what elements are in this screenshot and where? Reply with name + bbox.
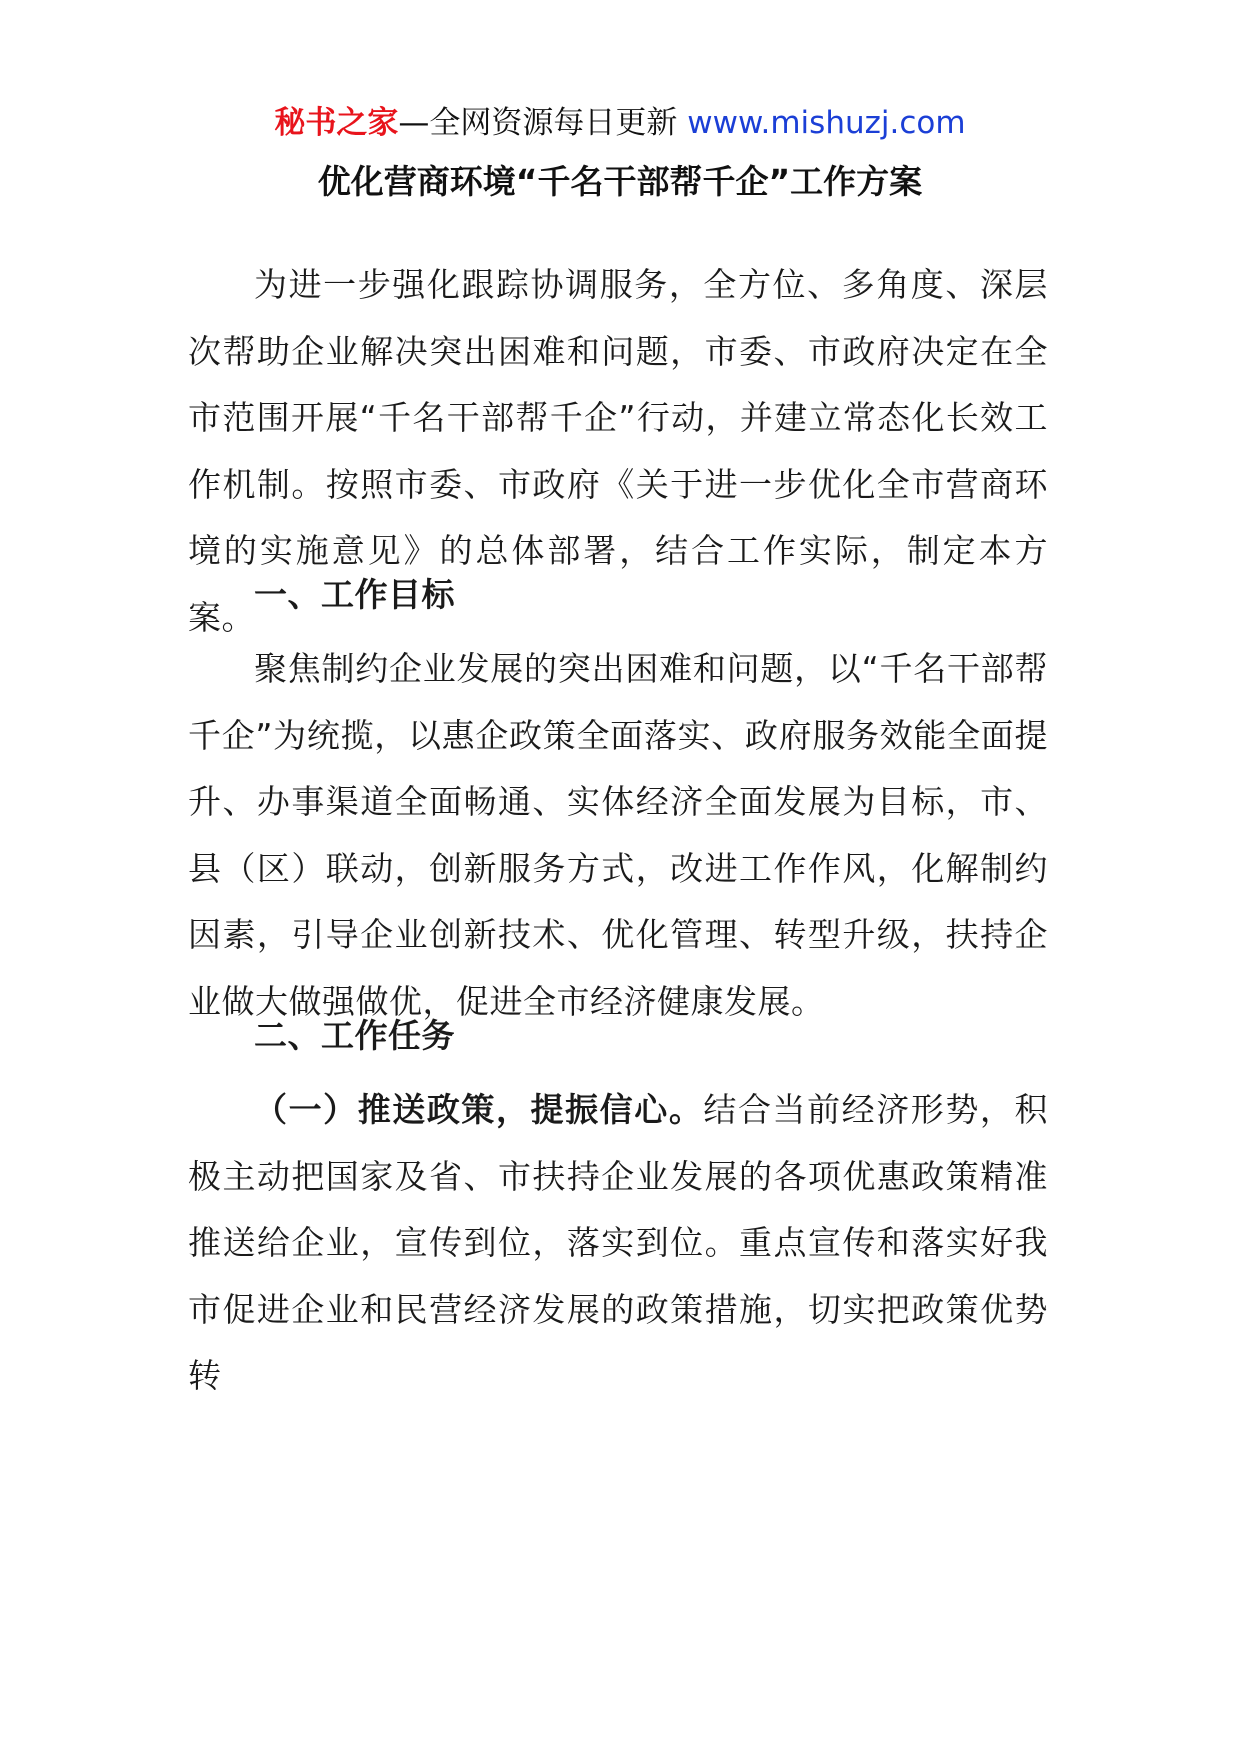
intro-paragraph: 为进一步强化跟踪协调服务，全方位、多角度、深层次帮助企业解决突出困难和问题，市委、市政府决定在全市范围开展“千名干部帮千企”行动，并建立常态化长效工作机制。按照市委、市政府《关于进一步优化全市营商环境的实施意见》的总体部署，结合工作实际，制定本方案。 (188, 265, 1048, 637)
section-1-block (188, 636, 1048, 1035)
site-url-link[interactable]: www.mishuzj.com (687, 105, 966, 141)
section-heading-goals: 一、工作目标 (254, 575, 455, 614)
task-1-paragraph (188, 1077, 1048, 1410)
document-title: 优化营商环境“千名干部帮千企”工作方案 (317, 162, 923, 201)
section-heading-tasks: 二、工作任务 (254, 1016, 455, 1055)
task-1-text: 结合当前经济形势，积极主动把国家及省、市扶持企业发展的各项优惠政策精准推送给企业，宣传到位，落实到位。重点宣传和落实好我市促进企业和民营经济发展的政策措施，切实把政策优势转 (188, 1090, 1049, 1395)
site-header (0, 103, 1240, 143)
section-2-heading-block (188, 1003, 1048, 1070)
site-tagline: —全网资源每日更新 (398, 105, 678, 141)
task-1-lead: （一）推送政策，提振信心。 (254, 1090, 704, 1129)
goals-paragraph: 聚焦制约企业发展的突出困难和问题，以“千名干部帮千企”为统揽，以惠企政策全面落实、政府服务效能全面提升、办事渠道全面畅通、实体经济全面发展为目标，市、县（区）联动，创新服务方式，改进工作作风，化解制约因素，引导企业创新技术、优化管理、转型升级，扶持企业做大做强做优，促进全市经济健康发展。 (188, 649, 1048, 1021)
brand-name: 秘书之家 (274, 105, 399, 141)
task-1-block (188, 1077, 1048, 1410)
section-1-heading-block (188, 562, 1048, 629)
